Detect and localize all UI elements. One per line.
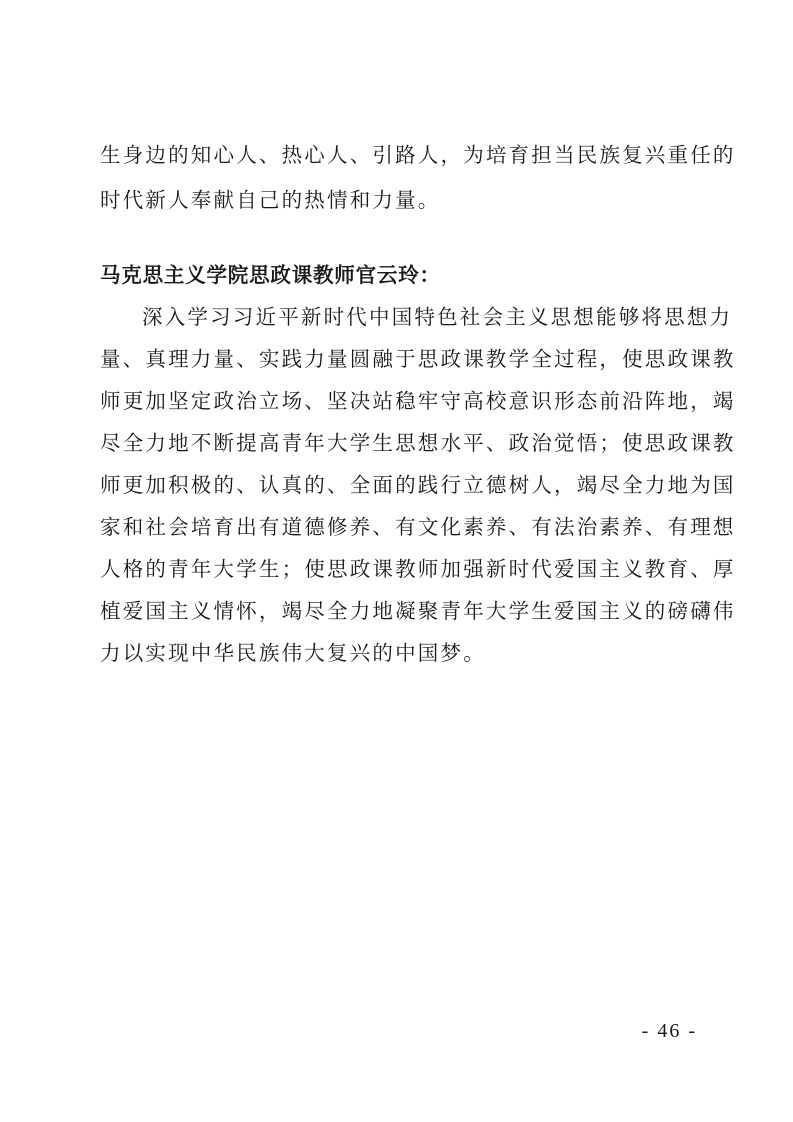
paragraph-line: 师更加积极的、认真的、全面的践行立德树人，竭尽全力地为国 (100, 473, 736, 497)
speaker-heading: 马克思主义学院思政课教师官云玲： (100, 263, 441, 287)
page-number: - 46 - (641, 1020, 697, 1042)
paragraph-line: 时代新人奉献自己的热情和力量。 (100, 188, 441, 212)
paragraph-line: 深入学习习近平新时代中国特色社会主义思想能够将思想力 (142, 305, 733, 329)
paragraph-line: 人格的青年大学生；使思政课教师加强新时代爱国主义教育、厚 (100, 557, 736, 581)
paragraph-line: 尽全力地不断提高青年大学生思想水平、政治觉悟；使思政课教 (100, 431, 736, 455)
paragraph-line: 家和社会培育出有道德修养、有文化素养、有法治素养、有理想 (100, 515, 736, 539)
paragraph-line: 植爱国主义情怀，竭尽全力地凝聚青年大学生爱国主义的磅礴伟 (100, 599, 736, 623)
paragraph-line: 生身边的知心人、热心人、引路人，为培育担当民族复兴重任的 (100, 143, 736, 167)
paragraph-line: 师更加坚定政治立场、坚决站稳牢守高校意识形态前沿阵地，竭 (100, 389, 736, 413)
paragraph-line: 力以实现中华民族伟大复兴的中国梦。 (100, 641, 486, 665)
paragraph-line: 量、真理力量、实践力量圆融于思政课教学全过程，使思政课教 (100, 347, 736, 371)
